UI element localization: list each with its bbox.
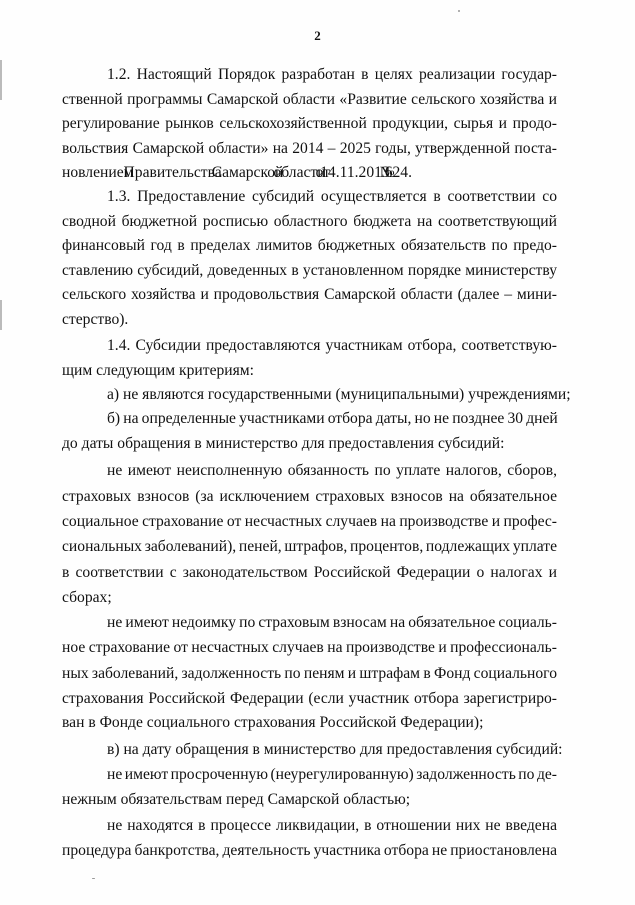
text-line: в соответствии с законодательством Российской Федерации о налогах и: [62, 564, 557, 581]
text-line: не имеют недоимку по страховым взносам на обязательное социаль-: [107, 614, 557, 631]
text-line: не находятся в процессе ликвидации, в отношении них не введена: [107, 817, 557, 834]
text-line: ное страхование от несчастных случаев на производстве и профессиональ-: [62, 639, 557, 656]
text-line: сводной бюджетной росписью областного бюджета на соответствующий: [62, 213, 557, 230]
text-line: 1.4. Субсидии предоставляются участникам отбора, соответствую-: [107, 337, 557, 354]
text-line: сельского хозяйства и продовольствия Самарской области (далее – мини-: [62, 286, 557, 303]
text-line: а) не являются государственными (муниципальными) учреждениями;: [107, 386, 571, 403]
text-line: до даты обращения в министерство для предоставления субсидий:: [62, 435, 505, 452]
text-line: процедура банкротства, деятельность участника отбора не приостановлена: [62, 842, 557, 859]
text-line: страхования Российской Федерации (если участник отбора зарегистриро-: [62, 690, 557, 707]
text-line: ван в Фонде социального страхования Российской Федерации);: [62, 714, 484, 731]
text-line: стерство).: [62, 311, 129, 328]
text-line: 1.2. Настоящий Порядок разработан в целях реализации государ-: [107, 66, 557, 83]
text-line: б) на определенные участниками отбора даты, но не позднее 30 дней: [107, 410, 558, 427]
scan-edge-mark: [0, 60, 2, 100]
page-number: 2: [314, 28, 321, 43]
text-line: финансовый год в пределах лимитов бюджетных обязательств по предо-: [62, 237, 557, 254]
text-line: не имеют неисполненную обязанность по уплате налогов, сборов,: [107, 462, 557, 479]
text-line: регулирование рынков сельскохозяйственной продукции, сырья и продо-: [62, 115, 557, 132]
text-line: нежным обязательствам перед Самарской областью;: [62, 791, 411, 808]
text-line: вольствия Самарской области» на 2014 – 2025 годы, утвержденной поста-: [62, 140, 557, 157]
scan-edge-mark: [0, 300, 2, 330]
scan-speck: [458, 10, 460, 12]
text-line: ных заболеваний, задолженность по пеням и штрафам в Фонд социального: [62, 665, 557, 682]
text-line: в) на дату обращения в министерство для предоставления субсидий:: [107, 741, 563, 758]
scan-speck: [92, 878, 95, 879]
text-line: социальное страхование от несчастных случаев на производстве и профес-: [62, 513, 557, 530]
text-line: страховых взносов (за исключением страховых взносов на обязательное: [62, 488, 557, 505]
text-line: сборах;: [62, 589, 112, 606]
text-line: ставлению субсидий, доведенных в установленном порядке министерству: [62, 262, 557, 279]
text-line: ственной программы Самарской области «Развитие сельского хозяйства и: [62, 91, 557, 108]
text-line: щим следующим критериям:: [62, 362, 255, 379]
text-line: 1.3. Предоставление субсидий осуществляется в соответствии со: [107, 188, 557, 205]
text-line: сиональных заболеваний), пеней, штрафов, процентов, подлежащих уплате: [62, 538, 557, 555]
text-line: не имеют просроченную (неурегулированную) задолженность по де-: [107, 766, 557, 783]
text-line: новлением Правительства Самарской области от 14.11.2013 № 624.: [62, 164, 412, 181]
